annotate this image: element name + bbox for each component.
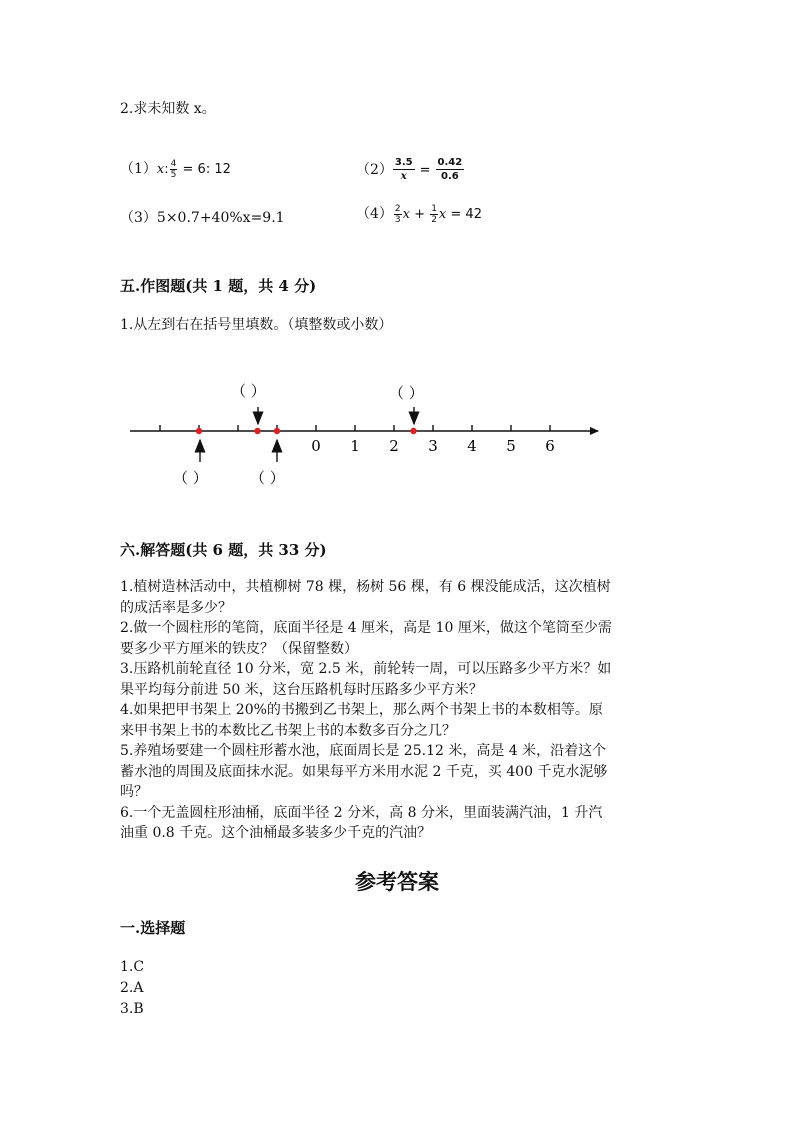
number-line-tick-labels — [311, 437, 555, 455]
eq4-num2: 1 — [431, 204, 437, 214]
eq4-x1: x — [402, 207, 410, 222]
eq3-text: 5×0.7+40%x=9.1 — [156, 210, 285, 226]
section6-line: 4.如果把甲书架上 20%的书搬到乙书架上，那么两个书架上书的本数相等。原 — [120, 702, 603, 718]
section5-q1: 1.从左到右在括号里填数。（填整数或小数） — [120, 317, 393, 333]
number-line-arrow-icon — [590, 427, 599, 435]
number-line-ticks — [160, 425, 550, 431]
equation-2 — [356, 156, 464, 183]
number-line-tick-label: 3 — [428, 437, 438, 455]
equation-1 — [120, 158, 231, 180]
equation-3 — [120, 207, 285, 227]
eq4-num1: 2 — [394, 204, 401, 214]
section6-line: 3.压路机前轮直径 10 分米，宽 2.5 米，前轮转一周，可以压路多少平方米？如 — [120, 661, 612, 677]
section6-line: 吗？ — [120, 784, 148, 800]
eq3-label: （3） — [120, 210, 157, 226]
section5-title: 五.作图题(共 1 题，共 4 分) — [120, 277, 317, 295]
number-line-point — [196, 428, 202, 434]
eq2-right-fraction — [436, 156, 465, 183]
section6-questions — [120, 577, 612, 844]
number-line-tick-label: 1 — [350, 437, 360, 455]
eq1-colon: : — [164, 162, 169, 177]
section6-line: 1.植树造林活动中，共植柳树 78 棵，杨树 56 棵，有 6 棵没能成活，这次植树 — [120, 579, 611, 595]
eq1-rhs: = 6: 12 — [182, 162, 231, 177]
eq2-den-left: x — [400, 171, 407, 182]
q2-title: 2.求未知数 x。 — [120, 101, 216, 117]
answers-list — [120, 957, 144, 1020]
eq2-left-fraction — [393, 156, 415, 183]
number-line-figure — [0, 370, 794, 495]
eq4-plus: + — [414, 207, 426, 222]
eq4-den1: 3 — [394, 215, 401, 225]
number-line-tick-label: 5 — [506, 437, 516, 455]
section6-line: 蓄水池的周围及底面抹水泥。如果每平方米用水泥 2 千克，买 400 千克水泥够 — [120, 763, 608, 780]
eq2-equals: = — [419, 163, 431, 178]
answer-item: 1.C — [120, 959, 145, 975]
eq2-num-left: 3.5 — [394, 157, 413, 168]
section6-line: 的成活率是多少？ — [120, 599, 232, 616]
eq4-rhs: = 42 — [450, 207, 482, 222]
eq4-label: （4） — [356, 206, 393, 222]
eq1-label: （1） — [120, 161, 157, 177]
section6-line: 2.做一个圆柱形的笔筒，底面半径是 4 厘米，高是 10 厘米，做这个笔筒至少需 — [120, 620, 612, 636]
eq1-den: 5 — [170, 170, 177, 180]
section6-line: 6.一个无盖圆柱形油桶，底面半径 2 分米，高 8 分米，里面装满汽油，1 升汽 — [120, 804, 603, 821]
number-line-tick-label: 4 — [467, 437, 477, 455]
answers-title: 参考答案 — [355, 869, 439, 894]
number-line-tick-label: 0 — [311, 437, 321, 455]
eq1-fraction — [170, 159, 178, 180]
eq1-num: 4 — [170, 159, 177, 169]
section6-line: 油重 0.8 千克。这个油桶最多装多少千克的汽油？ — [120, 825, 432, 841]
eq4-x2: x — [438, 207, 447, 222]
number-line-tick-label: 2 — [389, 437, 399, 455]
eq4-den2: 2 — [431, 215, 437, 225]
number-line-point — [274, 428, 280, 434]
section6-line: 要多少平方厘米的铁皮？（保留整数） — [120, 640, 358, 657]
eq2-label: （2） — [356, 162, 393, 178]
eq2-den-right: 0.6 — [441, 171, 459, 182]
blank-lower-left: （ ） — [173, 469, 208, 487]
number-line-tick-label: 6 — [545, 437, 555, 455]
answer-item: 2.A — [120, 980, 144, 996]
answers-section1-title: 一.选择题 — [120, 919, 186, 937]
blank-lower-middle: （ ） — [250, 469, 285, 487]
eq2-num-right: 0.42 — [437, 157, 463, 168]
number-line-point — [410, 428, 416, 434]
blank-upper-left: （ ） — [231, 382, 266, 400]
eq4-fraction-1 — [394, 204, 402, 225]
section6-title: 六.解答题(共 6 题，共 33 分) — [120, 541, 327, 559]
equation-4 — [356, 203, 482, 225]
eq1-x: x — [156, 162, 165, 177]
eq4-fraction-2 — [430, 204, 438, 225]
section6-line: 来甲书架上书的本数比乙书架上书的本数多百分之几？ — [120, 722, 456, 739]
answer-item: 3.B — [120, 1001, 144, 1017]
section6-line: 果平均每分前进 50 米，这台压路机每时压路多少平方米？ — [120, 681, 483, 698]
section6-line: 5.养殖场要建一个圆柱形蓄水池，底面周长是 25.12 米，高是 4 米，沿着这个 — [120, 743, 607, 759]
number-line-point — [254, 428, 260, 434]
blank-upper-right: （ ） — [389, 384, 424, 402]
